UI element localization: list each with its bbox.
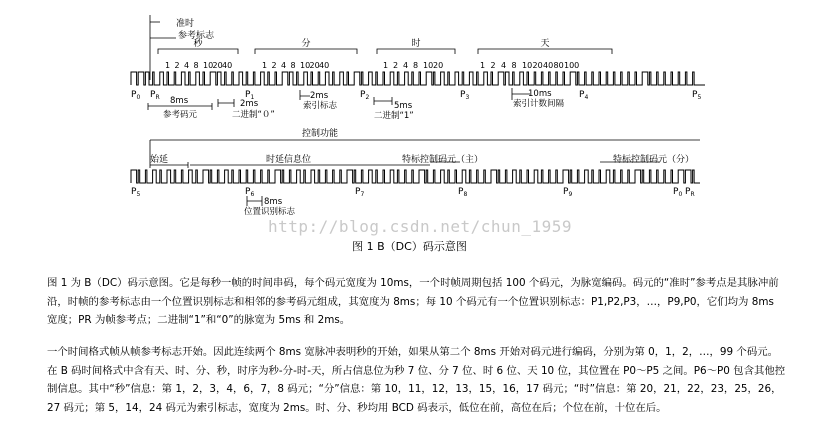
day-digit-4: 10 [522,61,533,70]
sec-digit-1: 2 [174,61,180,70]
control-label: 控制功能 [301,129,339,139]
min-digit-4: 10 [300,61,311,70]
dim-5ms-label: 5ms [394,101,413,111]
day-digit-3: 8 [511,61,517,70]
sec-digit-4: 10 [203,61,214,70]
day-bracket [478,49,612,54]
dim-2ms-a [218,99,234,107]
min-digit-3: 8 [290,61,296,70]
sec-bracket [158,49,238,54]
p-marker-row1-6: $P_5$ [692,90,702,101]
bin0-label: 二进制“０” [232,110,275,120]
dim-8ms-b [247,196,262,206]
day-digit-1: 2 [490,61,496,70]
sec-digit-6: 40 [222,61,233,70]
ref-code-label: 参考码元 [163,110,198,120]
min-bracket [255,49,357,54]
p-marker-row2-4: $P_9$ [563,187,573,198]
min-digit-6: 40 [319,61,330,70]
dim-2ms-a-label: 2ms [240,99,259,109]
min-digit-5: 20 [309,61,320,70]
sec-digit-2: 4 [184,61,190,70]
day-digit-8: 100 [564,61,580,70]
day-digit-5: 20 [532,61,543,70]
ctrl-main-label: 特标控制码元（主） [402,155,484,165]
hour-digit-0: 1 [383,61,389,70]
hour-digit-5: 20 [433,61,444,70]
dim-2ms-b-label: 2ms [310,91,329,101]
day-label: 天 [540,39,550,49]
dim-8ms-label: 8ms [170,96,189,106]
hour-digit-4: 10 [423,61,434,70]
dim-10ms-label: 10ms [528,89,552,99]
index-flag-label: 索引标志 [303,101,338,111]
p-marker-row1-1: $P_R$ [150,90,160,101]
hour-label: 时 [411,39,421,49]
p-marker-row1-2: $P_1$ [245,90,255,101]
p-marker-row1-0: $P_0$ [131,90,141,101]
hour-digit-3: 8 [413,61,419,70]
p-marker-row2-5: $P_0$ [673,187,683,198]
index-interval-label: 索引计数间隔 [513,99,565,109]
ctrl-sub-label: 特标控制码元（分） [613,155,695,165]
min-label: 分 [301,39,311,49]
p-marker-row1-3: $P_2$ [360,90,370,101]
watermark: http://blog.csdn.net/chun_1959 [268,217,572,236]
hour-digit-2: 4 [403,61,409,70]
min-digit-1: 2 [271,61,277,70]
sec-digit-0: 1 [165,61,171,70]
zhunshi-label-2: 参考标志 [178,31,215,41]
p-marker-row2-6: $P_R$ [685,187,695,198]
wave-row-2 [131,170,700,183]
day-digit-0: 1 [480,61,486,70]
hour-bracket [377,49,455,54]
bin1-label: 二进制“1” [374,111,414,121]
figure-caption: 图 1 B（DC）码示意图 [352,240,467,253]
p-marker-row2-1: $P_6$ [245,187,255,198]
sec-label: 秒 [193,39,203,49]
zhunshi-label-1: 准时 [176,19,195,29]
paragraph-1: 图 1 为 B（DC）码示意图。它是每秒一帧的时间串码，每个码元宽度为 10ms，一个时帧周期包括 100 个码元，为脉宽编码。码元的“准时”参考点是其脉冲前沿，时帧的参考标志由一个位置识别标志和相邻的参考码元组成，其宽度为 8ms；每 10 个码元有一个位置识别标志：P1,P2,P3，…，P9,P0，它们均为 8ms 宽度；PR 为帧参考点；二进制“1”和“0”的脉宽为 5ms 和 2ms。 [47,277,779,326]
p-marker-row1-4: $P_3$ [460,90,470,101]
dim-8ms-b-label: 8ms [264,197,283,207]
p-marker-row1-5: $P_4$ [579,90,589,101]
sec-digit-5: 20 [212,61,223,70]
p-marker-row2-0: $P_5$ [131,187,141,198]
start-label: 始延 [150,155,169,165]
p-marker-row2-2: $P_7$ [355,187,365,198]
dim-5ms [374,97,392,105]
day-digit-7: 80 [553,61,564,70]
wave-row-1 [131,72,705,85]
dim-2ms-b [300,90,310,100]
min-digit-2: 4 [281,61,287,70]
pos-flag-label: 位置识别标志 [244,207,296,217]
delay-info-label: 时延信息位 [266,155,312,165]
day-digit-6: 40 [543,61,554,70]
min-digit-0: 1 [262,61,268,70]
sec-digit-3: 8 [193,61,199,70]
paragraph-2: 一个时间格式帧从帧参考标志开始。因此连续两个 8ms 宽脉冲表明秒的开始，如果从第二个 8ms 开始对码元进行编码，分别为第 0，1，2，…，99 个码元。在 B 码时间格式中含有天、时、分、秒，时序为秒-分-时-天，所占信息位为秒 7 位、分 7 位、时 6 位、天 10 位，其位置在 P0～P5 之间。P6～P0 包含其他控制信息。其中“秒”信息：第 1，2，3，4，6，7，8 码元；“分”信息：第 10，11，12，13，15，16，17 码元；“时”信息：第 20，21，22，23，25，26，27 码元；第 5，14，24 码元为索引标志，宽度为 2ms。时、分、秒均用 BCD 码表示，低位在前，高位在后；个位在前，十位在后。 [47,346,786,414]
p-marker-row2-3: $P_8$ [458,187,468,198]
day-digit-2: 4 [501,61,507,70]
hour-digit-1: 2 [393,61,399,70]
